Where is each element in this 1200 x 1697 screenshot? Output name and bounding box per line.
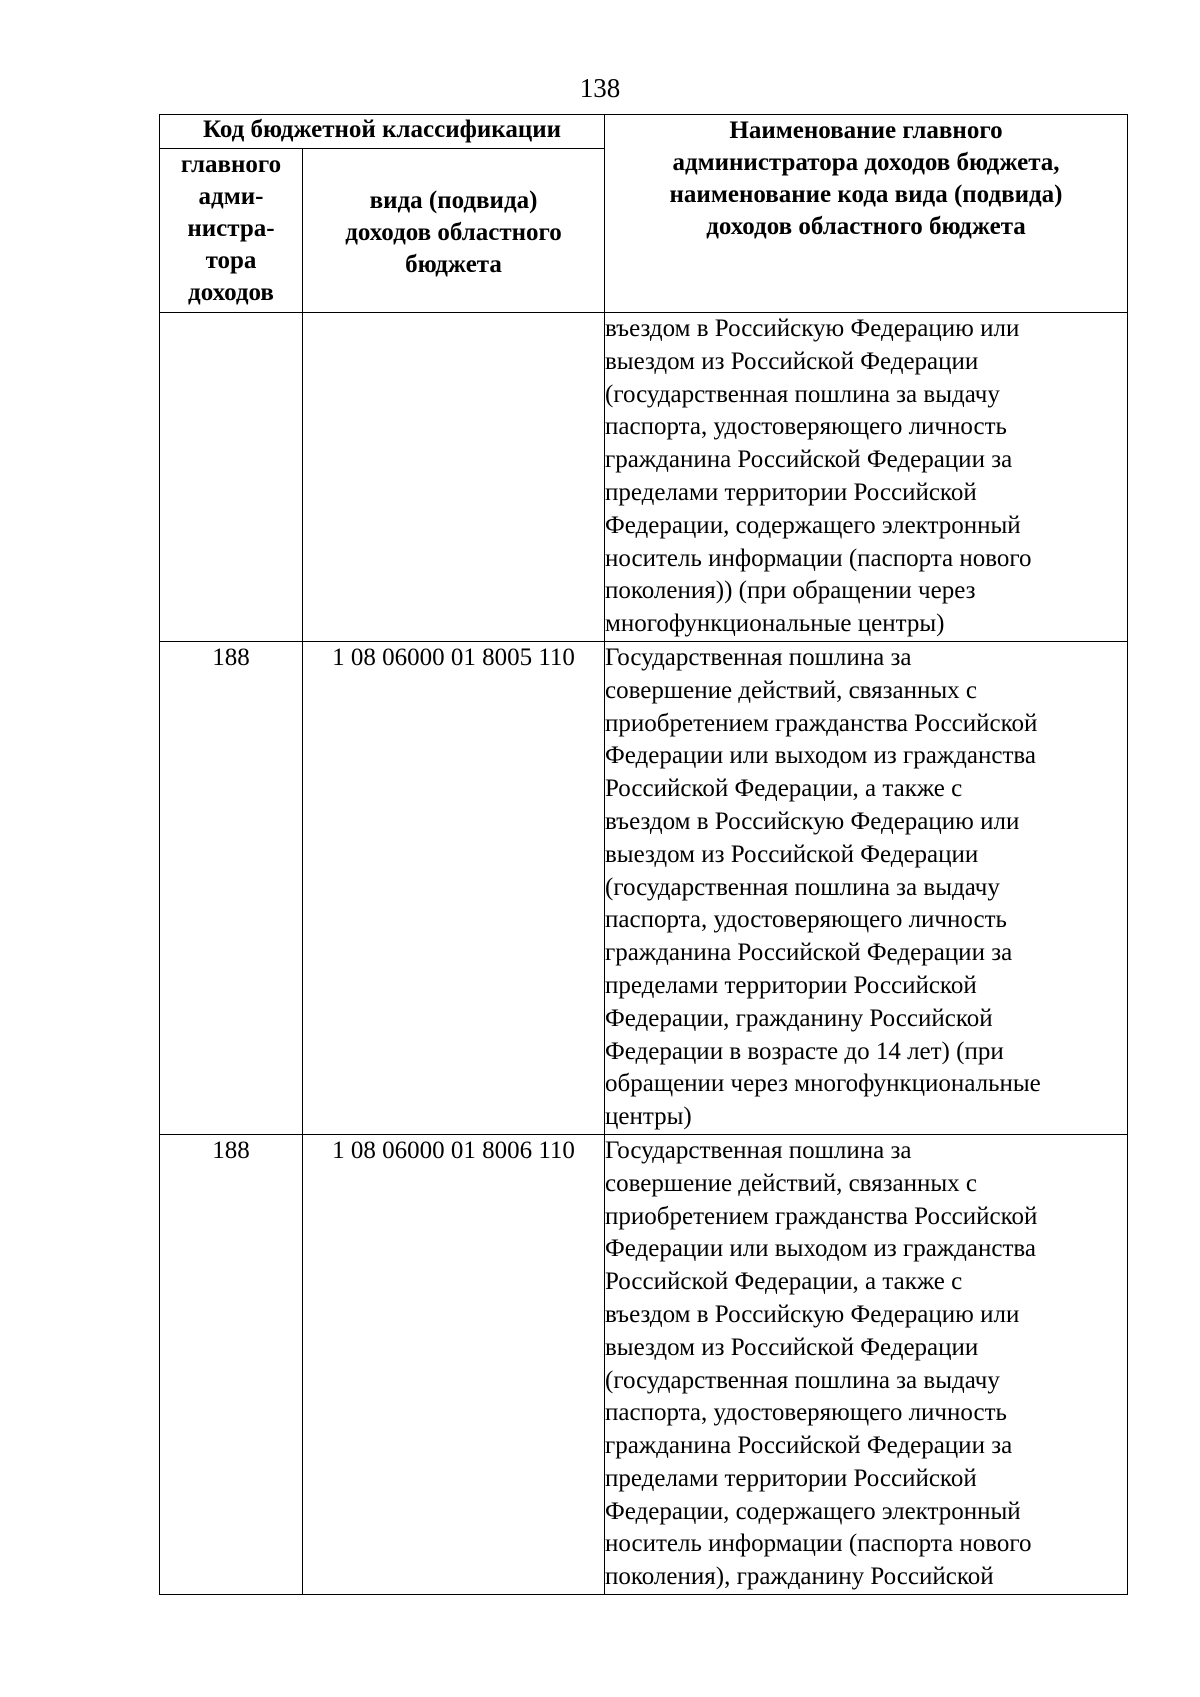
header-col1-cell	[160, 149, 303, 313]
table-row	[160, 641, 1128, 1134]
description-cell: въездом в Российскую Федерацию или выездом из Российской Федерации (государственная пошлина за выдачу паспорта, удостоверяющего личность гражданина Российской Федерации за пределами территории Российской Федерации, содержащего электронный носитель информации (паспорта нового поколения)) (при обращении через многофункциональные центры)	[605, 313, 1128, 642]
table-row	[160, 1134, 1128, 1594]
description-cell: Государственная пошлина за совершение действий, связанных с приобретением гражданства Российской Федерации или выходом из гражданства Российской Федерации, а также с въездом в Российскую Федерацию или выездом из Российской Федерации (государственная пошлина за выдачу паспорта, удостоверяющего личность гражданина Российской Федерации за пределами территории Российской Федерации, содержащего электронный носитель информации (паспорта нового поколения), гражданину Российской	[605, 1134, 1128, 1594]
kind-code-cell: 1 08 06000 01 8006 110	[303, 1134, 605, 1594]
kind-code-cell	[303, 313, 605, 642]
admin-code-cell: 188	[160, 1134, 303, 1594]
header-row-group	[160, 115, 1128, 149]
table-row	[160, 313, 1128, 642]
header-col2-label: вида (подвида) доходов областного бюджета	[345, 187, 562, 278]
admin-code-cell: 188	[160, 641, 303, 1134]
description-cell: Государственная пошлина за совершение действий, связанных с приобретением гражданства Российской Федерации или выходом из гражданства Российской Федерации, а также с въездом в Российскую Федерацию или выездом из Российской Федерации (государственная пошлина за выдачу паспорта, удостоверяющего личность гражданина Российской Федерации за пределами территории Российской Федерации, гражданину Российской Федерации в возрасте до 14 лет) (при обращении через многофункциональные центры)	[605, 641, 1128, 1134]
header-group-label: Код бюджетной классификации	[160, 115, 605, 149]
kind-code-cell: 1 08 06000 01 8005 110	[303, 641, 605, 1134]
header-col2-cell	[303, 149, 605, 313]
budget-classification-table	[159, 114, 1128, 1595]
page-number: 138	[579, 73, 621, 103]
header-col1-label: главного адми- нистра- тора доходов	[180, 151, 282, 306]
admin-code-cell	[160, 313, 303, 642]
header-col3-label: Наименование главного администратора доходов бюджета, наименование кода вида (подвида) доходов областного бюджета	[605, 115, 1128, 313]
